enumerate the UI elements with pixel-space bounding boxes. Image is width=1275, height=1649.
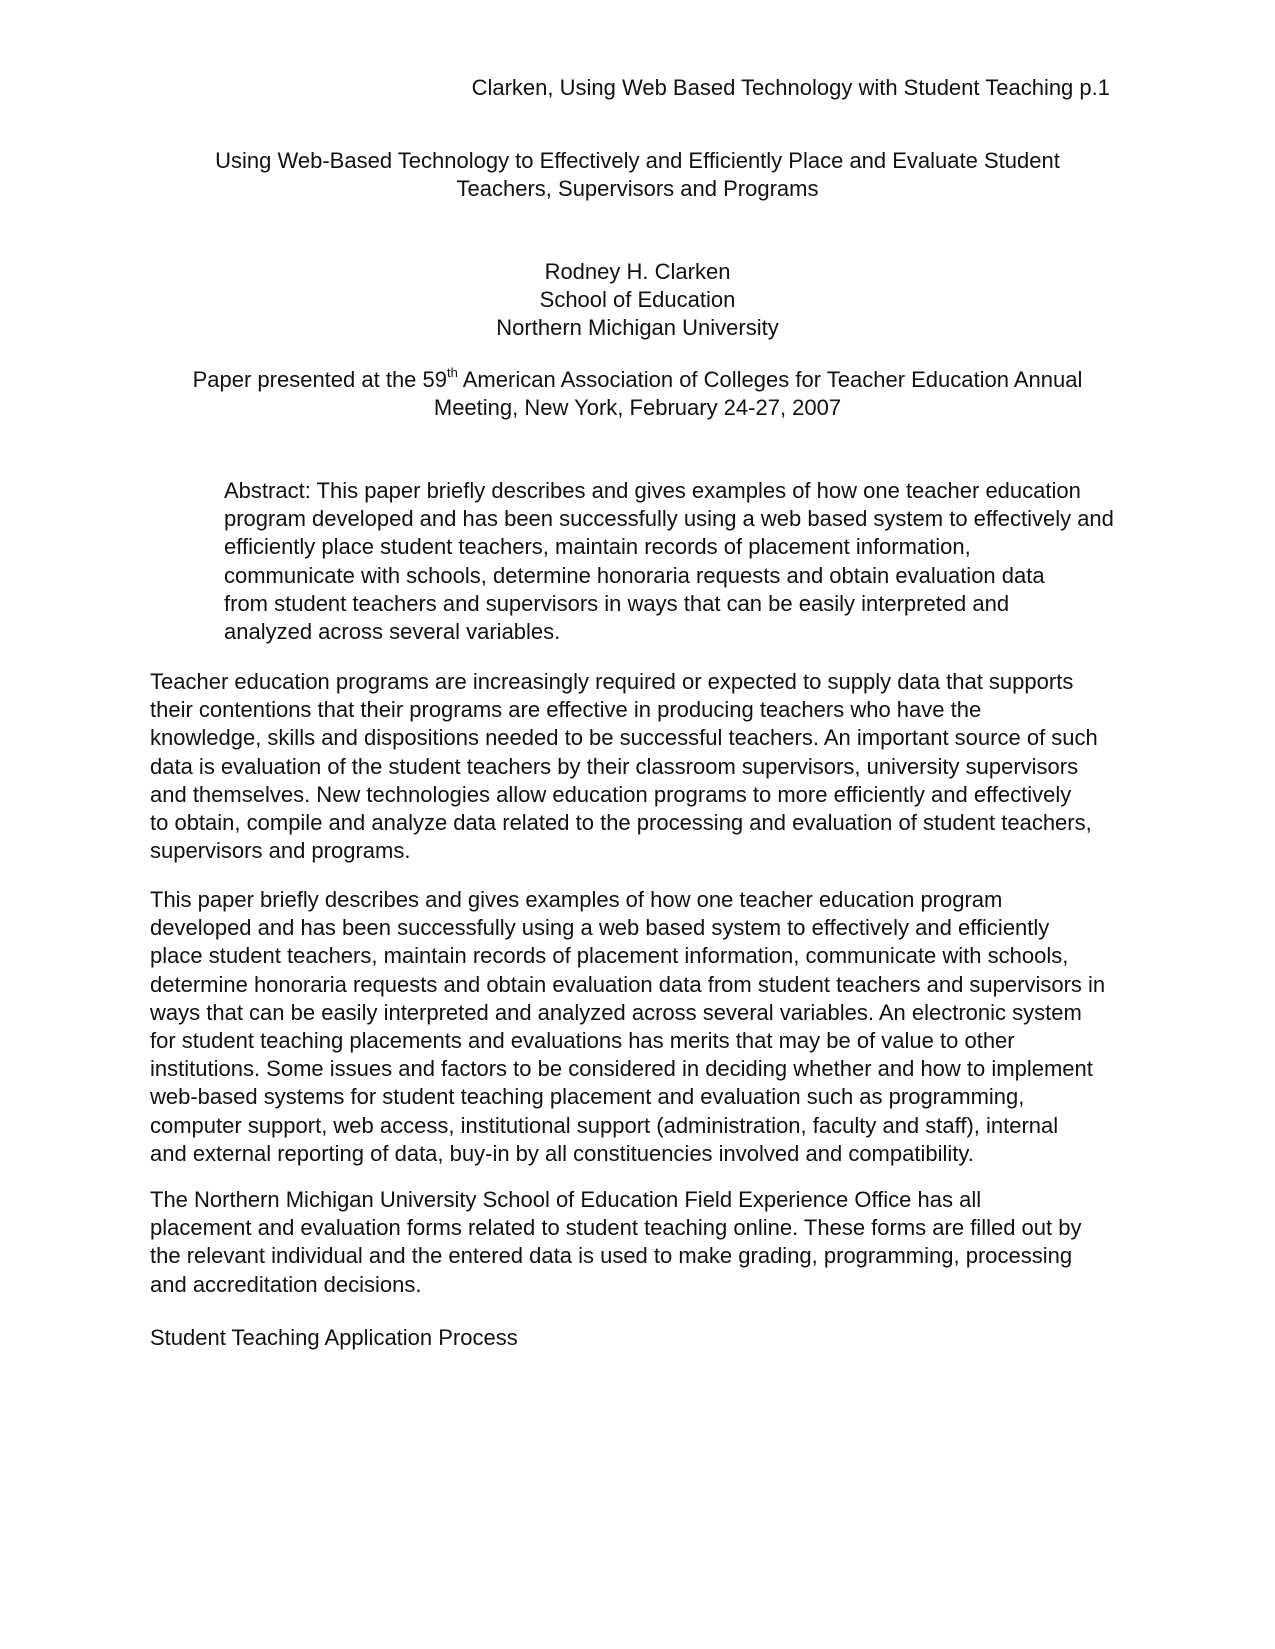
paragraph-line: for student teaching placements and evaluations has merits that may be of value to other (150, 1028, 1015, 1054)
presentation-line-rest: American Association of Colleges for Teacher Education Annual (457, 367, 1083, 392)
paragraph-line: place student teachers, maintain records of placement information, communicate with schools, (150, 943, 1069, 969)
paragraph-line: web-based systems for student teaching placement and evaluation such as programming, (150, 1084, 1025, 1110)
abstract (224, 477, 1124, 646)
abstract-line: communicate with schools, determine honoraria requests and obtain evaluation data (224, 562, 1045, 588)
paragraph-line: and themselves. New technologies allow education programs to more efficiently and effectively (150, 781, 1072, 807)
paper-title (150, 147, 1125, 203)
paragraph-line: and external reporting of data, buy-in by all constituencies involved and compatibility. (150, 1140, 974, 1166)
paper-title-line: Teachers, Supervisors and Programs (456, 176, 819, 201)
paragraph-line: This paper briefly describes and gives examples of how one teacher education program (150, 887, 1003, 912)
abstract-line: efficiently place student teachers, maintain records of placement information, (224, 534, 971, 560)
paragraph-line: The Northern Michigan University School of Education Field Experience Office has all (150, 1187, 982, 1212)
body-paragraph (150, 886, 1135, 1168)
section-heading: Student Teaching Application Process (150, 1325, 518, 1350)
paragraph-line: their contentions that their programs are effective in producing teachers who have the (150, 697, 982, 723)
paragraph-line: knowledge, skills and dispositions needed to be successful teachers. An important source of such (150, 725, 1098, 751)
paragraph-line: supervisors and programs. (150, 838, 411, 864)
ordinal-superscript: th (447, 364, 458, 380)
presentation-line: Meeting, New York, February 24-27, 2007 (433, 395, 842, 420)
abstract-line: analyzed across several variables. (224, 619, 561, 645)
paragraph-line: data is evaluation of the student teachers by their classroom supervisors, university supervisors (150, 753, 1079, 779)
paragraph-line: ways that can be easily interpreted and analyzed across several variables. An electronic system (150, 999, 1082, 1025)
paragraph-line: and accreditation decisions. (150, 1271, 422, 1297)
running-header: Clarken, Using Web Based Technology with Student Teaching p.1 (471, 75, 1110, 100)
abstract-line: from student teachers and supervisors in ways that can be easily interpreted and (224, 590, 1010, 616)
paragraph-line: developed and has been successfully using a web based system to effectively and efficiently (150, 915, 1050, 941)
paragraph-line: the relevant individual and the entered data is used to make grading, programming, processing (150, 1243, 1073, 1269)
author-department: School of Education (539, 287, 736, 312)
author-block (150, 258, 1125, 342)
abstract-line: Abstract: This paper briefly describes and gives examples of how one teacher education (224, 478, 1081, 503)
paragraph-line: computer support, web access, institutional support (administration, faculty and staff), internal (150, 1112, 1059, 1138)
abstract-line: program developed and has been successfully using a web based system to effectively and (224, 506, 1114, 532)
paragraph-line: determine honoraria requests and obtain evaluation data from student teachers and supervisors in (150, 971, 1106, 997)
author-name: Rodney H. Clarken (544, 259, 731, 284)
paper-title-line: Using Web-Based Technology to Effectively and Efficiently Place and Evaluate Student (215, 148, 1060, 173)
presentation-line (150, 366, 1125, 394)
paragraph-line: Teacher education programs are increasingly required or expected to supply data that supports (150, 669, 1074, 694)
paragraph-line: to obtain, compile and analyze data related to the processing and evaluation of student teachers, (150, 810, 1092, 836)
body-paragraph (150, 668, 1135, 865)
author-institution: Northern Michigan University (496, 315, 779, 340)
paragraph-line: placement and evaluation forms related to student teaching online. These forms are filled out by (150, 1215, 1082, 1241)
presentation-prefix: Paper presented at the 59 (192, 367, 448, 392)
body-paragraph (150, 1186, 1135, 1299)
presentation-note (150, 366, 1125, 422)
paragraph-line: institutions. Some issues and factors to be considered in deciding whether and how to implement (150, 1056, 1093, 1082)
